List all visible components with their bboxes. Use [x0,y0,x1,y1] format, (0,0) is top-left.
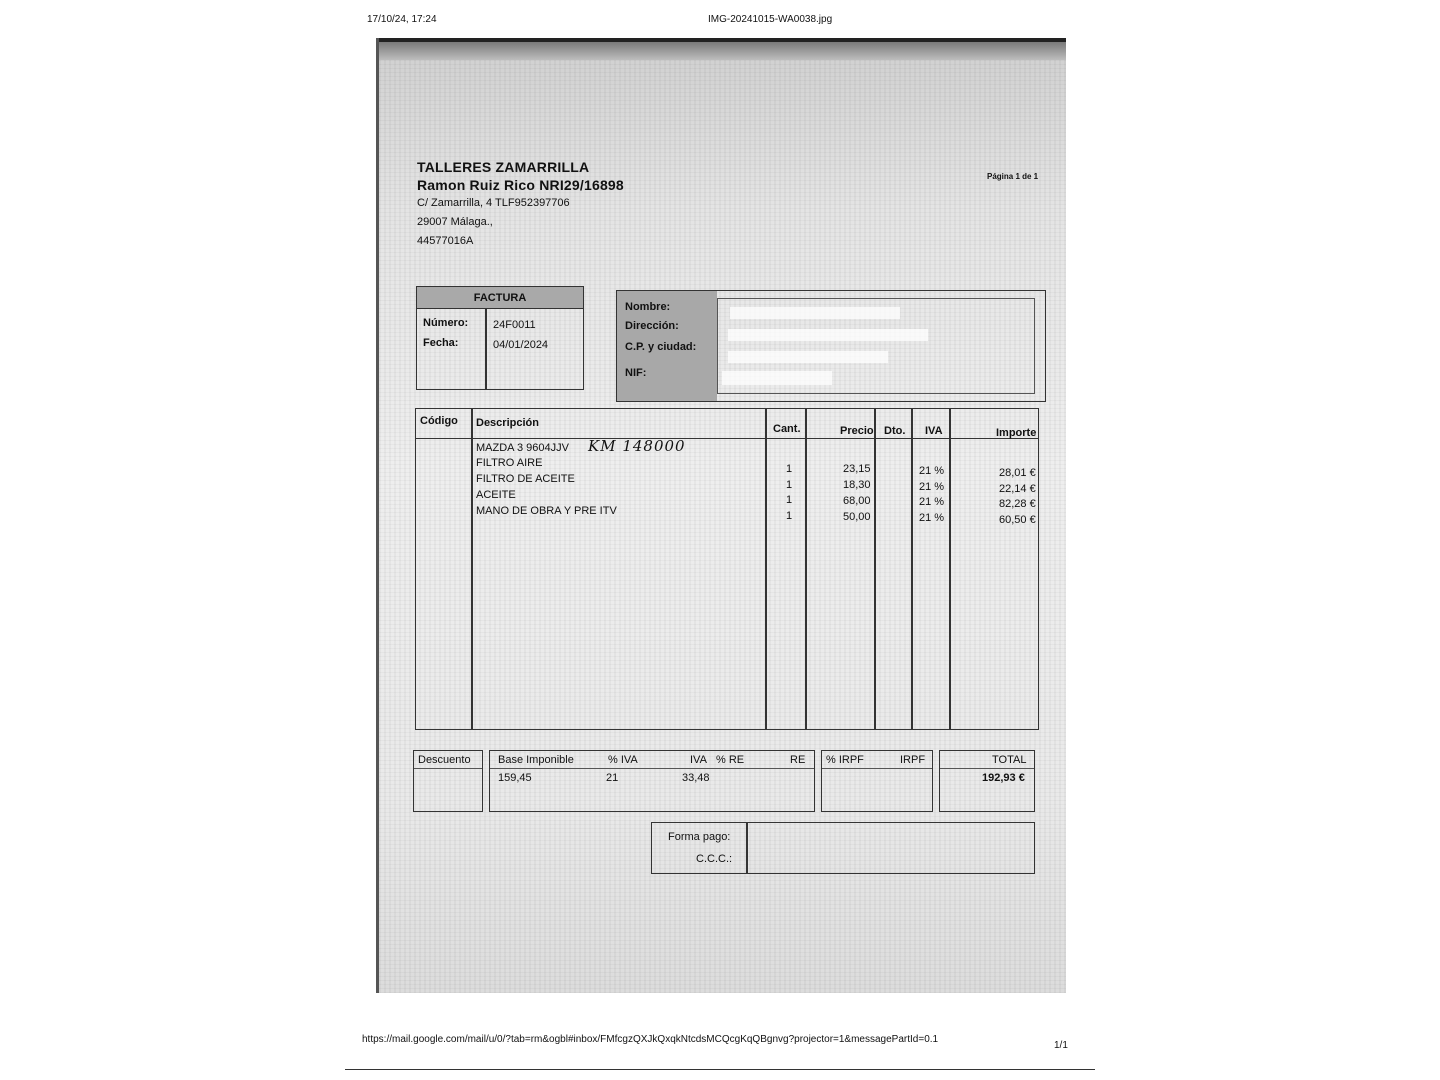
totals-rule [414,768,482,769]
redaction-bar [728,351,888,363]
irpf-box [821,750,933,812]
item-descripcion: ACEITE [476,489,516,501]
header-cant: Cant. [773,423,801,435]
pct-iva-label: % IVA [608,754,638,766]
item-iva: 21 % [919,496,945,508]
sender-block [417,158,624,251]
item-importe: 60,50 € [999,514,1036,526]
item-precio: 23,15 [843,463,871,475]
header-codigo: Código [420,415,458,427]
numero-label: Número: [423,317,469,329]
redaction-bar [728,329,928,341]
client-details-redacted [717,298,1035,394]
base-imponible-value: 159,45 [498,772,532,784]
handwritten-mileage: KM 148000 [588,437,686,455]
item-precio: 68,00 [843,495,871,507]
sender-owner: Ramon Ruiz Rico NRI29/16898 [417,177,624,193]
factura-title: FACTURA [417,287,583,309]
total-label: TOTAL [992,754,1027,766]
column-divider [911,409,913,729]
column-divider [874,409,876,729]
print-footer-page: 1/1 [1054,1040,1068,1051]
item-descripcion: MANO DE OBRA Y PRE ITV [476,505,617,517]
item-precio: 18,30 [843,479,871,491]
vehicle-line: MAZDA 3 9604JJV [476,442,569,454]
header-descripcion: Descripción [476,417,539,429]
page-note: Página 1 de 1 [987,172,1039,181]
fecha-label: Fecha: [423,337,459,349]
totals-rule [490,768,814,769]
item-cant: 1 [786,479,793,491]
descuento-label: Descuento [418,754,471,766]
column-divider [805,409,807,729]
scanned-invoice [376,38,1066,993]
sender-city: 29007 Málaga., [417,216,493,228]
ccc-label: C.C.C.: [696,853,733,865]
factura-divider [485,309,487,389]
total-box [939,750,1035,812]
header-importe: Importe [996,427,1037,439]
sender-address: C/ Zamarrilla, 4 TLF952397706 [417,197,570,209]
print-datetime: 17/10/24, 17:24 [367,14,437,25]
footer-rule [345,1069,1095,1070]
totals-rule [940,768,1034,769]
base-iva-box [489,750,815,812]
item-importe: 82,28 € [999,498,1036,510]
item-precio: 50,00 [843,511,871,523]
cp-ciudad-label: C.P. y ciudad: [625,341,697,353]
pct-iva-value: 21 [606,772,619,784]
print-footer-url: https://mail.google.com/mail/u/0/?tab=rm&ogbl#inbox/FMfcgzQXJkQxqkNtcdsMCQcgKqQBgnvg?projector=1&messagePartId=0.1 [362,1034,939,1045]
item-descripcion: FILTRO AIRE [476,457,543,469]
irpf-label: IRPF [900,754,926,766]
item-cant: 1 [786,510,793,522]
sender-nif: 44577016A [417,235,474,247]
client-box [616,290,1046,402]
header-dto: Dto. [884,425,906,437]
fecha-value: 04/01/2024 [493,339,549,351]
base-imponible-label: Base Imponible [498,754,574,766]
item-importe: 28,01 € [999,467,1036,479]
items-table [415,408,1039,730]
totals-rule [822,768,932,769]
item-descripcion: FILTRO DE ACEITE [476,473,575,485]
sender-name: TALLERES ZAMARRILLA [417,159,590,175]
iva-value: 33,48 [682,772,710,784]
forma-pago-label: Forma pago: [668,831,731,843]
total-value: 192,93 € [982,772,1025,784]
factura-box [416,286,584,390]
payment-box [651,822,1035,874]
nombre-label: Nombre: [625,301,671,313]
re-label: RE [790,754,806,766]
direccion-label: Dirección: [625,320,679,332]
item-iva: 21 % [919,512,945,524]
column-divider [765,409,767,729]
redaction-bar [722,371,832,385]
iva-label: IVA [690,754,707,766]
nif-label: NIF: [625,367,647,379]
redaction-bar [730,307,900,319]
column-divider [471,409,473,729]
scan-shadow-edge [379,38,1066,60]
item-iva: 21 % [919,481,945,493]
numero-value: 24F0011 [493,319,536,331]
column-divider [949,409,951,729]
item-iva: 21 % [919,465,945,477]
pct-irpf-label: % IRPF [826,754,864,766]
header-precio: Precio [840,425,874,437]
item-cant: 1 [786,494,793,506]
header-iva: IVA [925,425,943,437]
print-file-title: IMG-20241015-WA0038.jpg [708,14,833,25]
descuento-box [413,750,483,812]
pct-re-label: % RE [716,754,745,766]
item-cant: 1 [786,463,793,475]
payment-divider [746,823,748,873]
item-importe: 22,14 € [999,483,1036,495]
